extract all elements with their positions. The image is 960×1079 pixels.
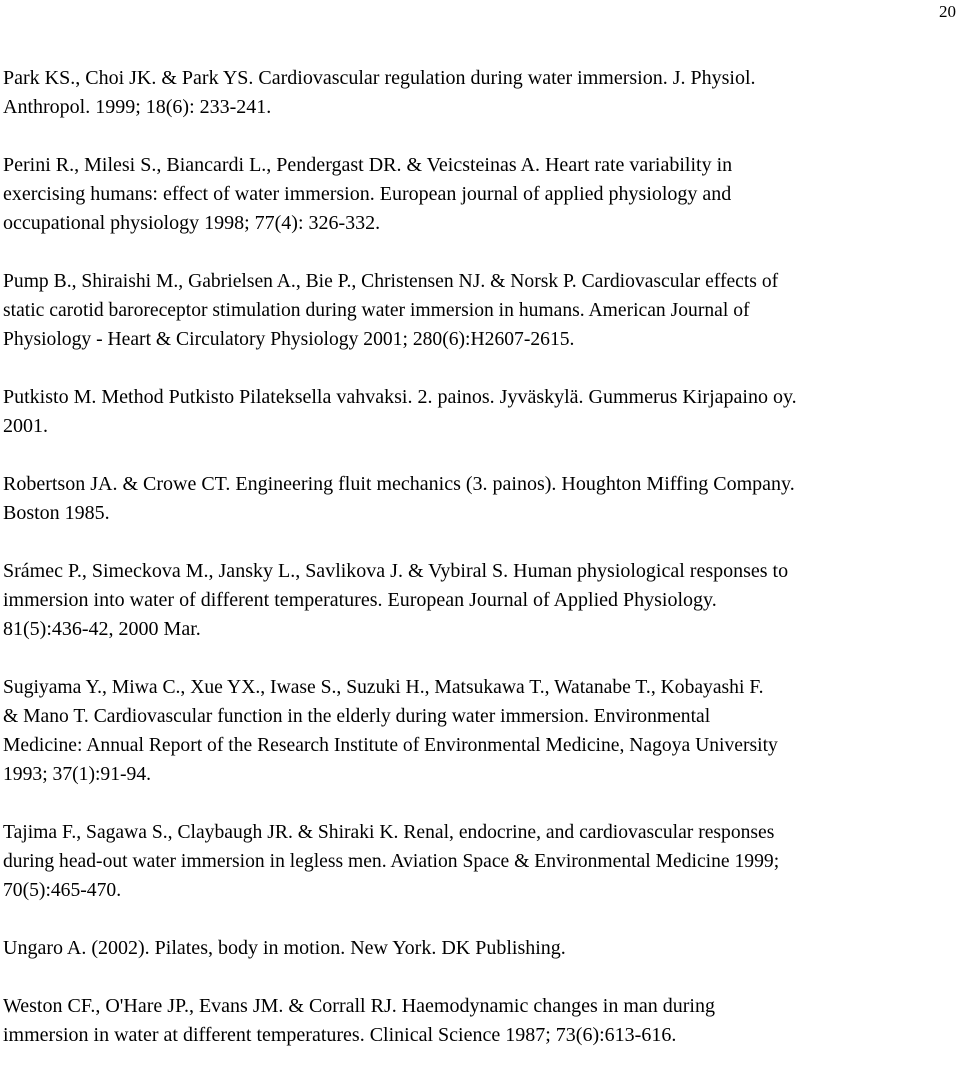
reference-line: during head-out water immersion in legless men. Aviation Space & Environmental Medicine 1999; bbox=[3, 851, 780, 872]
reference-entry-ungaro bbox=[3, 934, 958, 963]
reference-line: Tajima F., Sagawa S., Claybaugh JR. & Shiraki K. Renal, endocrine, and cardiovascular responses bbox=[3, 822, 775, 843]
reference-line: 70(5):465-470. bbox=[3, 880, 122, 901]
reference-line: Ungaro A. (2002). Pilates, body in motion. New York. DK Publishing. bbox=[3, 937, 566, 959]
reference-list bbox=[3, 64, 958, 1079]
reference-entry-sramec bbox=[3, 557, 958, 644]
reference-line: immersion in water at different temperatures. Clinical Science 1987; 73(6):613-616. bbox=[3, 1024, 677, 1046]
reference-entry-tajima bbox=[3, 818, 958, 905]
reference-entry-sugiyama bbox=[3, 673, 958, 789]
reference-line: 2001. bbox=[3, 415, 48, 437]
reference-line: Perini R., Milesi S., Biancardi L., Pendergast DR. & Veicsteinas A. Heart rate variability in bbox=[3, 154, 733, 176]
reference-line: Robertson JA. & Crowe CT. Engineering fluit mechanics (3. painos). Houghton Miffing Company. bbox=[3, 473, 795, 495]
reference-line: Physiology - Heart & Circulatory Physiology 2001; 280(6):H2607-2615. bbox=[3, 329, 575, 350]
reference-line: Srámec P., Simeckova M., Jansky L., Savlikova J. & Vybiral S. Human physiological responses to bbox=[3, 560, 789, 582]
reference-entry-pump bbox=[3, 267, 958, 354]
reference-line: Anthropol. 1999; 18(6): 233-241. bbox=[3, 96, 272, 118]
reference-line: Boston 1985. bbox=[3, 502, 110, 524]
reference-entry-weston bbox=[3, 992, 958, 1050]
page-number: 20 bbox=[939, 2, 956, 21]
reference-entry-robertson bbox=[3, 470, 958, 528]
reference-line: Putkisto M. Method Putkisto Pilateksella vahvaksi. 2. painos. Jyväskylä. Gummerus Kirjapaino oy. bbox=[3, 386, 797, 408]
reference-entry-park bbox=[3, 64, 958, 122]
reference-line: immersion into water of different temperatures. European Journal of Applied Physiology. bbox=[3, 589, 717, 611]
reference-line: Medicine: Annual Report of the Research Institute of Environmental Medicine, Nagoya University bbox=[3, 735, 778, 756]
reference-line: occupational physiology 1998; 77(4): 326-332. bbox=[3, 212, 381, 234]
reference-line: static carotid baroreceptor stimulation during water immersion in humans. American Journal of bbox=[3, 300, 750, 321]
reference-line: 81(5):436-42, 2000 Mar. bbox=[3, 618, 201, 640]
reference-line: & Mano T. Cardiovascular function in the elderly during water immersion. Environmental bbox=[3, 706, 711, 727]
reference-entry-perini bbox=[3, 151, 958, 238]
reference-line: 1993; 37(1):91-94. bbox=[3, 764, 152, 785]
reference-line: Park KS., Choi JK. & Park YS. Cardiovascular regulation during water immersion. J. Physiol. bbox=[3, 67, 756, 89]
reference-line: Pump B., Shiraishi M., Gabrielsen A., Bie P., Christensen NJ. & Norsk P. Cardiovascular effects of bbox=[3, 271, 779, 292]
reference-entry-putkisto bbox=[3, 383, 958, 441]
reference-line: Weston CF., O'Hare JP., Evans JM. & Corrall RJ. Haemodynamic changes in man during bbox=[3, 995, 715, 1017]
reference-line: exercising humans: effect of water immersion. European journal of applied physiology and bbox=[3, 183, 732, 205]
reference-line: Sugiyama Y., Miwa C., Xue YX., Iwase S., Suzuki H., Matsukawa T., Watanabe T., Kobayashi F. bbox=[3, 677, 764, 698]
